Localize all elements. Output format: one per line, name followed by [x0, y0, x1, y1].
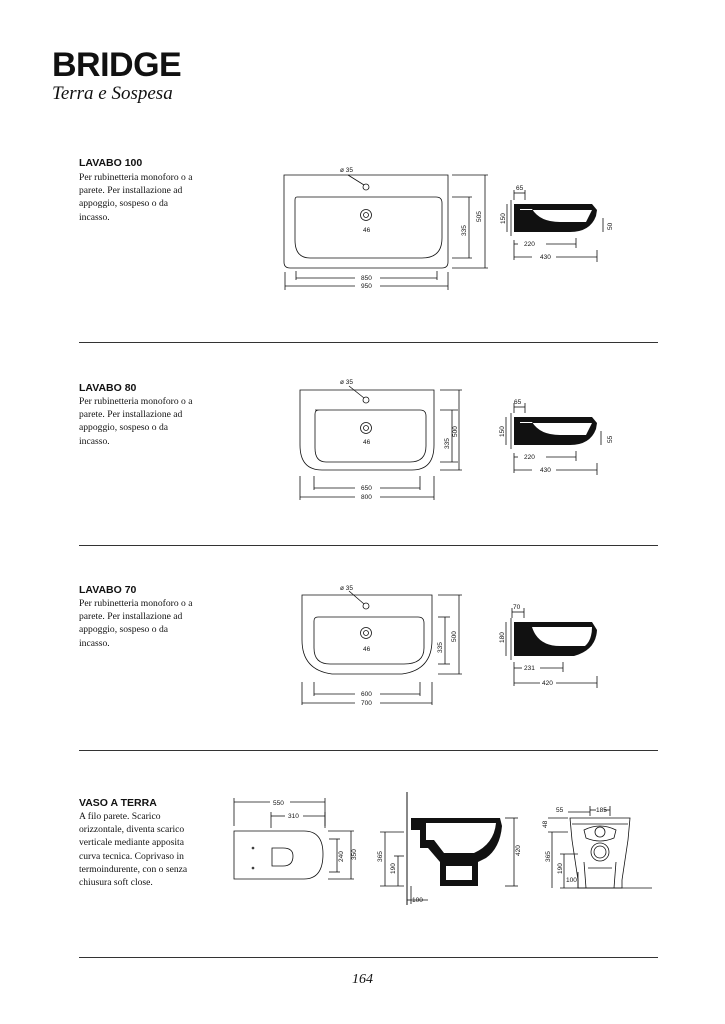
dim-inner-depth: 335 — [444, 438, 451, 449]
dim-wall: 100 — [412, 897, 423, 904]
dim-outer-width: 800 — [361, 494, 372, 501]
section-divider — [79, 957, 658, 958]
dim-hole: ø 35 — [340, 585, 354, 592]
dim-side-height: 180 — [499, 632, 506, 643]
dim-hole: ø 35 — [340, 167, 354, 174]
dim-seat: 310 — [288, 813, 299, 820]
product-description-lavabo-80: Per rubinetteria monoforo o a parete. Per installazione ad appoggio, sospeso o da incasso. — [79, 396, 193, 447]
dim-height-b: 190 — [390, 863, 397, 874]
dim-top: 48 — [542, 820, 549, 828]
dim-height-c: 420 — [515, 845, 522, 856]
dim-side-height: 150 — [500, 213, 507, 224]
dim-spacing: 185 — [596, 807, 607, 814]
dim-inner: 240 — [338, 851, 345, 862]
dim-inner-width: 650 — [361, 485, 372, 492]
dim-height-a: 365 — [377, 851, 384, 862]
dim-length: 550 — [273, 800, 284, 807]
dim-bottom: 100 — [566, 877, 577, 884]
dim-hole: ø 35 — [340, 379, 354, 386]
dim-drain: 46 — [363, 439, 371, 446]
dim-side-depth: 430 — [540, 467, 551, 474]
dim-side-height: 150 — [499, 426, 506, 437]
dim-side-top: 65 — [516, 185, 524, 192]
brand-subtitle: Terra e Sospesa — [52, 83, 173, 104]
product-description-lavabo-100: Per rubinetteria monoforo o a parete. Per installazione ad appoggio, sospeso o da incasso. — [79, 172, 193, 223]
dim-drain: 46 — [363, 227, 371, 234]
product-description-lavabo-70: Per rubinetteria monoforo o a parete. Per installazione ad appoggio, sospeso o da incasso. — [79, 598, 193, 649]
dim-offset: 55 — [556, 807, 564, 814]
dim-side-top: 65 — [514, 399, 522, 406]
dim-height-a: 365 — [545, 851, 552, 862]
dim-side-rim: 55 — [607, 435, 614, 443]
dim-width: 350 — [351, 849, 358, 860]
dim-side-drain: 220 — [524, 241, 535, 248]
product-title-lavabo-100: LAVABO 100 — [79, 157, 143, 169]
brand-title: BRIDGE — [52, 46, 182, 84]
dim-side-depth: 420 — [542, 680, 553, 687]
page-number: 164 — [352, 972, 373, 987]
dim-outer-width: 700 — [361, 700, 372, 707]
dim-inner-width: 600 — [361, 691, 372, 698]
dim-side-top: 70 — [513, 604, 521, 611]
dim-outer-depth: 505 — [476, 211, 483, 222]
dim-drain: 46 — [363, 646, 371, 653]
dim-inner-width: 850 — [361, 275, 372, 282]
product-title-lavabo-70: LAVABO 70 — [79, 584, 137, 596]
dim-side-drain: 220 — [524, 454, 535, 461]
product-title-vaso-a-terra: VASO A TERRA — [79, 797, 157, 809]
dim-outer-depth: 500 — [452, 426, 459, 437]
product-description-vaso-a-terra: A filo parete. Scarico orizzontale, diventa scarico verticale mediante apposita curva tecnica. Coprivaso in termoindurente, con o senza chiusura soft close. — [79, 811, 188, 889]
dim-side-rim: 50 — [607, 222, 614, 230]
dim-side-drain: 231 — [524, 665, 535, 672]
dim-height-b: 190 — [557, 863, 564, 874]
dim-inner-depth: 335 — [437, 642, 444, 653]
dim-side-depth: 430 — [540, 254, 551, 261]
product-title-lavabo-80: LAVABO 80 — [79, 382, 137, 394]
dim-outer-width: 950 — [361, 283, 372, 290]
dim-outer-depth: 500 — [451, 631, 458, 642]
dim-inner-depth: 335 — [461, 225, 468, 236]
